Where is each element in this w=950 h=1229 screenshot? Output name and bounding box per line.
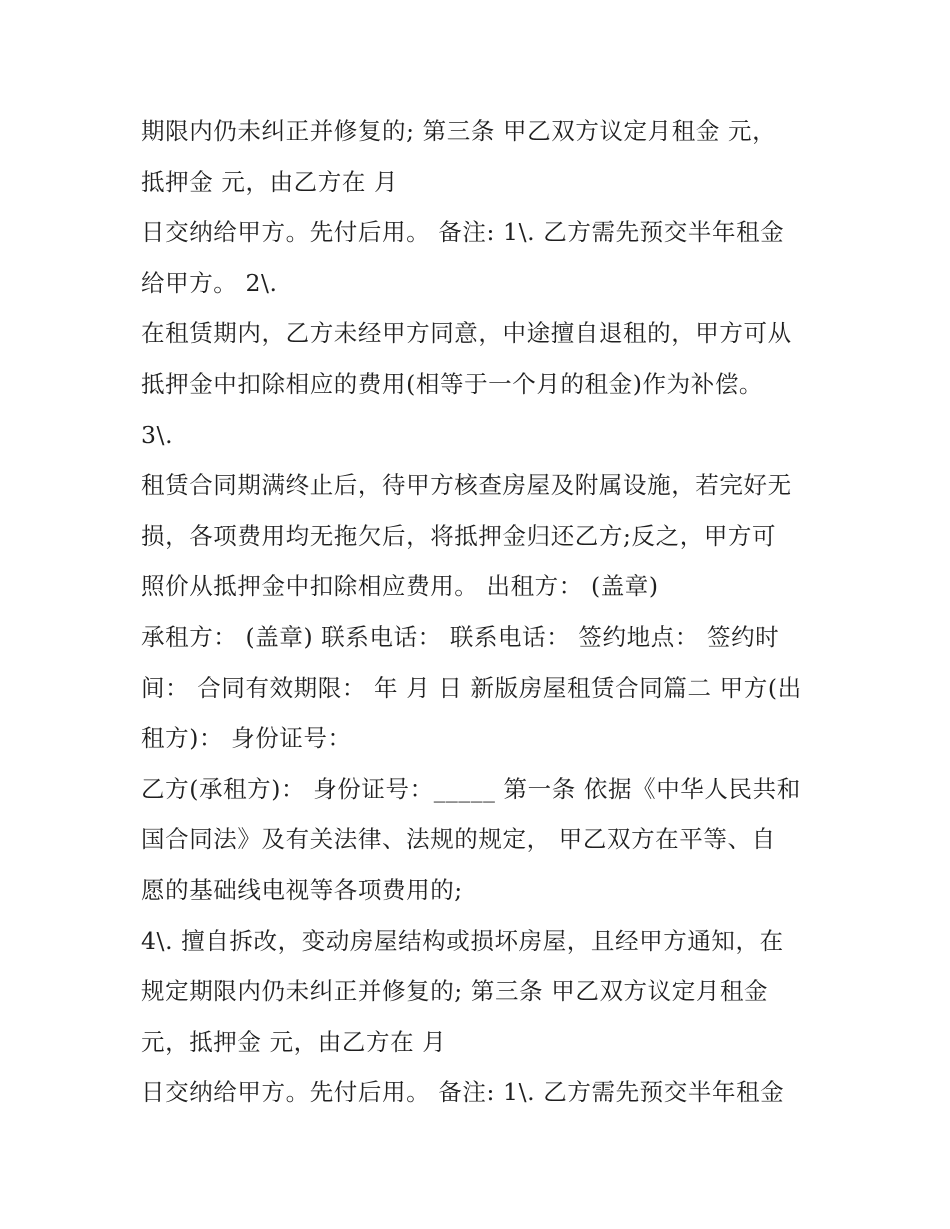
text-line: 4\. 擅自拆改，变动房屋结构或损坏房屋，且经甲方通知，在 xyxy=(141,926,784,955)
text-line: 国合同法》及有关法律、法规的规定， 甲乙双方在平等、自 xyxy=(141,825,776,854)
text-line: 损，各项费用均无拖欠后，将抵押金归还乙方;反之，甲方可 xyxy=(141,521,777,550)
text-line: 愿的基础线电视等各项费用的; xyxy=(141,875,463,904)
text-line: 日交纳给甲方。先付后用。 备注: 1\. 乙方需先预交半年租金 xyxy=(141,1078,785,1107)
document-body xyxy=(141,106,831,1118)
text-line: 乙方(承租方)： 身份证号：_____ 第一条 依据《中华人民共和 xyxy=(141,774,801,803)
text-line: 照价从抵押金中扣除相应费用。 出租方： (盖章) xyxy=(141,572,659,601)
text-line: 租赁合同期满终止后，待甲方核查房屋及附属设施，若完好无 xyxy=(141,471,792,500)
text-line: 在租赁期内，乙方未经甲方同意，中途擅自退租的，甲方可从 xyxy=(141,319,792,348)
text-line: 间： 合同有效期限： 年 月 日 新版房屋租赁合同篇二 甲方(出 xyxy=(141,673,802,702)
text-line: 元，抵押金 元，由乙方在 月 xyxy=(141,1027,447,1056)
text-line: 承租方： (盖章) 联系电话： 联系电话： 签约地点： 签约时 xyxy=(141,622,780,651)
text-line: 规定期限内仍未纠正并修复的; 第三条 甲乙双方议定月租金 xyxy=(141,977,769,1006)
text-line: 抵押金中扣除相应的费用(相等于一个月的租金)作为补偿。 xyxy=(141,369,764,398)
text-line: 期限内仍未纠正并修复的; 第三条 甲乙双方议定月租金 元， xyxy=(141,117,777,145)
text-line: 给甲方。 2\. xyxy=(141,268,278,297)
text-line: 租方)： 身份证号： xyxy=(141,724,352,753)
text-line: 3\. xyxy=(141,420,174,449)
text-line: 日交纳给甲方。先付后用。 备注: 1\. 乙方需先预交半年租金 xyxy=(141,218,785,247)
text-line: 抵押金 元，由乙方在 月 xyxy=(141,167,399,196)
